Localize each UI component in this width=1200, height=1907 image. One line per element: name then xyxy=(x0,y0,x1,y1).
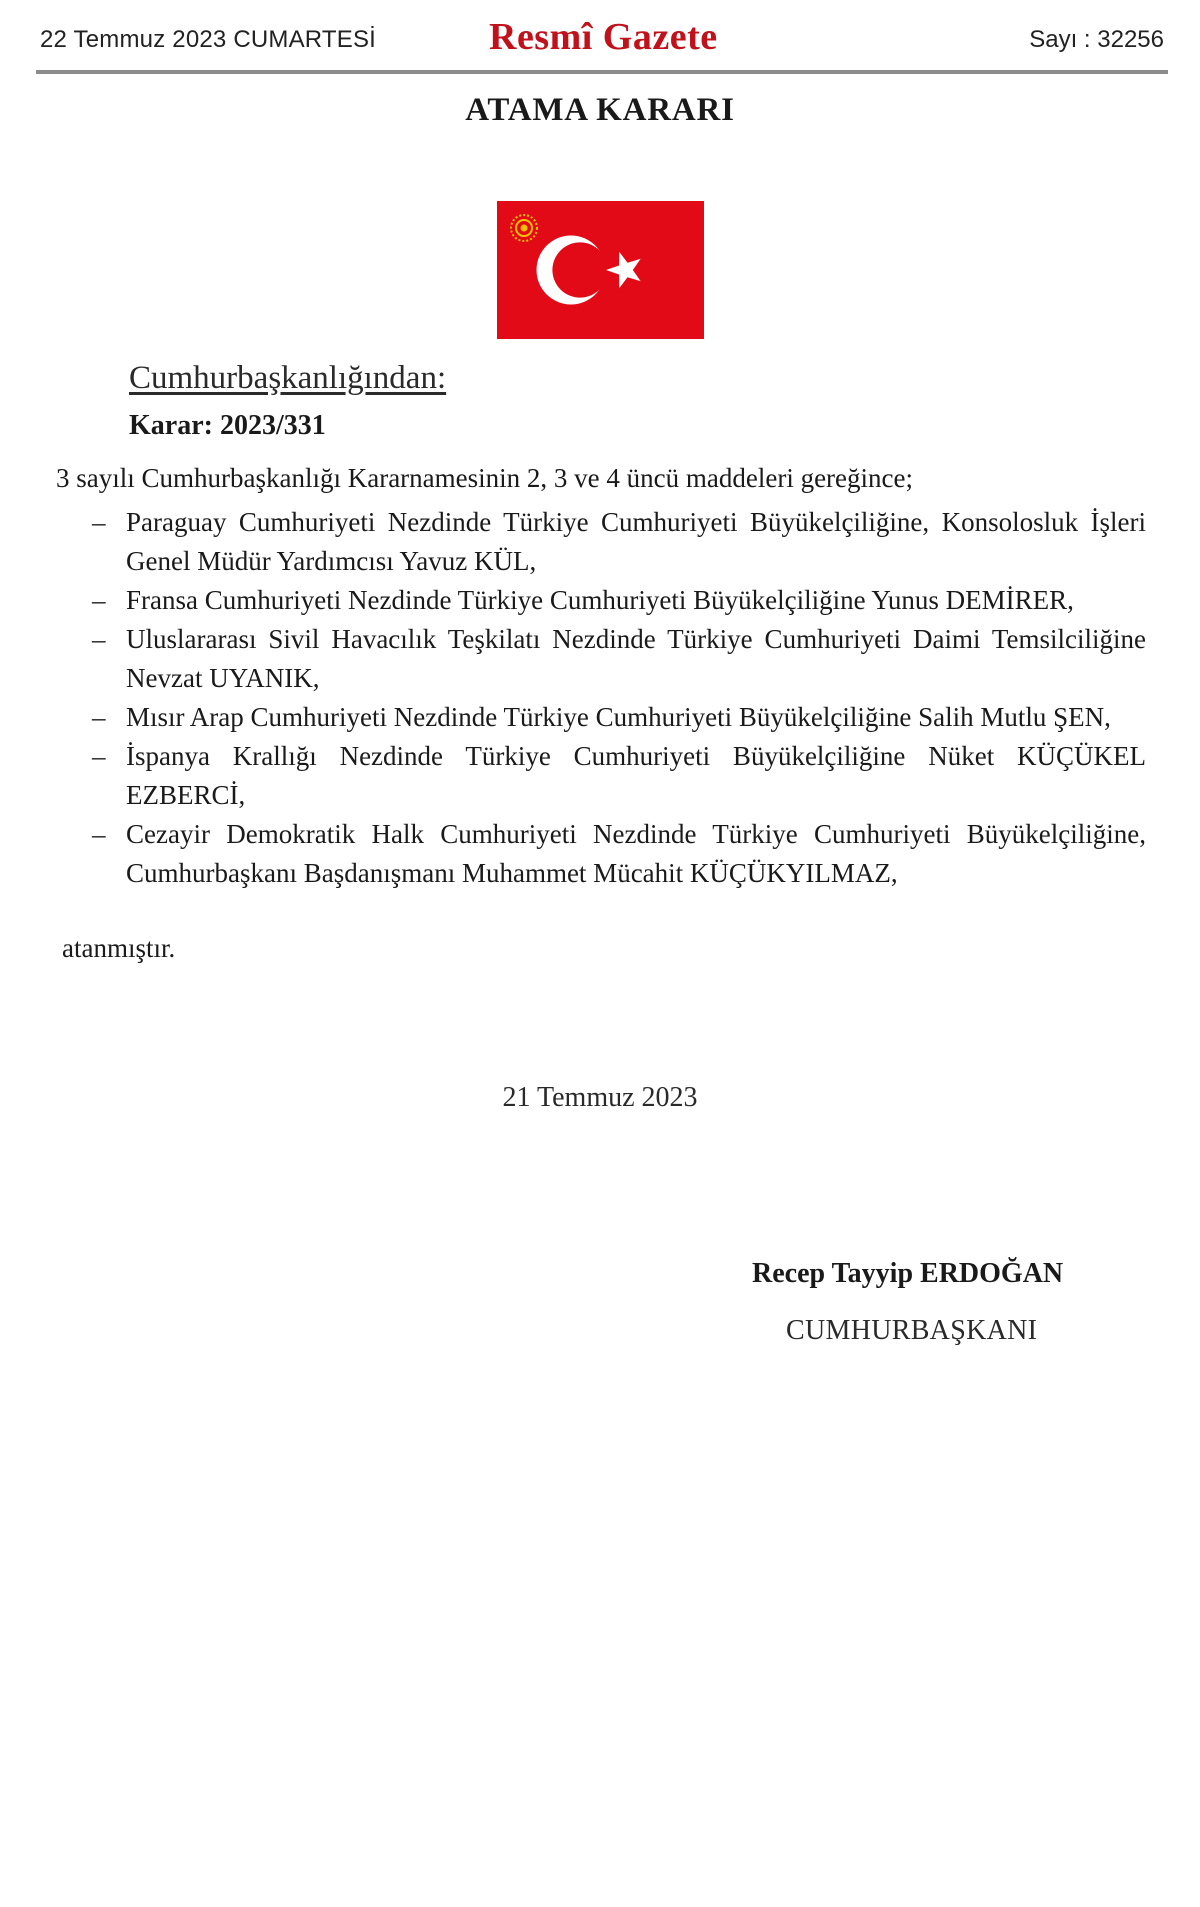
appointment-text: Paraguay Cumhuriyeti Nezdinde Türkiye Cumhuriyeti Büyükelçiliğine, Konsolosluk İşleri Genel Müdür Yardımcısı Yavuz KÜL, xyxy=(126,507,1146,576)
list-item xyxy=(56,620,1146,698)
list-item xyxy=(56,503,1146,581)
appointment-text: Cezayir Demokratik Halk Cumhuriyeti Nezdinde Türkiye Cumhuriyeti Büyükelçiliğine, Cumhurbaşkanı Başdanışmanı Muhammet Mücahit KÜÇÜKYILMAZ, xyxy=(126,819,1146,888)
header-divider xyxy=(36,70,1168,74)
signature-date: 21 Temmuz 2023 xyxy=(502,1082,698,1113)
publication-title: Resmî Gazete xyxy=(489,16,718,58)
dash-bullet: – xyxy=(92,741,106,771)
issuer-heading: Cumhurbaşkanlığından: xyxy=(129,360,447,396)
dash-bullet: – xyxy=(92,702,106,732)
appointment-text: Fransa Cumhuriyeti Nezdinde Türkiye Cumhuriyeti Büyükelçiliğine Yunus DEMİRER, xyxy=(126,585,1074,615)
dash-bullet: – xyxy=(92,819,106,849)
issue-number: Sayı : 32256 xyxy=(1029,26,1164,53)
signer-title: CUMHURBAŞKANI xyxy=(786,1315,1038,1346)
list-item xyxy=(56,815,1146,893)
dash-bullet: – xyxy=(92,507,106,537)
turkish-flag-icon xyxy=(497,201,704,339)
dash-bullet: – xyxy=(92,624,106,654)
document-title: ATAMA KARARI xyxy=(465,92,735,128)
dash-bullet: – xyxy=(92,585,106,615)
list-item xyxy=(56,698,1146,737)
crescent-inner xyxy=(552,242,607,297)
intro-paragraph: 3 sayılı Cumhurbaşkanlığı Kararnamesinin 2, 3 ve 4 üncü maddeleri gereğince; xyxy=(56,463,913,493)
list-item xyxy=(56,581,1146,620)
appointment-list xyxy=(56,503,1146,893)
header-date: 22 Temmuz 2023 CUMARTESİ xyxy=(40,26,377,53)
closing-text: atanmıştır. xyxy=(62,933,176,963)
signer-name: Recep Tayyip ERDOĞAN xyxy=(752,1258,1064,1289)
appointment-text: İspanya Krallığı Nezdinde Türkiye Cumhuriyeti Büyükelçiliğine Nüket KÜÇÜKEL EZBERCİ, xyxy=(126,741,1146,810)
list-item xyxy=(56,737,1146,815)
appointment-text: Uluslararası Sivil Havacılık Teşkilatı Nezdinde Türkiye Cumhuriyeti Daimi Temsilciliğine Nevzat UYANIK, xyxy=(126,624,1146,693)
appointment-text: Mısır Arap Cumhuriyeti Nezdinde Türkiye Cumhuriyeti Büyükelçiliğine Salih Mutlu ŞEN, xyxy=(126,702,1111,732)
decision-number: Karar: 2023/331 xyxy=(129,410,326,441)
